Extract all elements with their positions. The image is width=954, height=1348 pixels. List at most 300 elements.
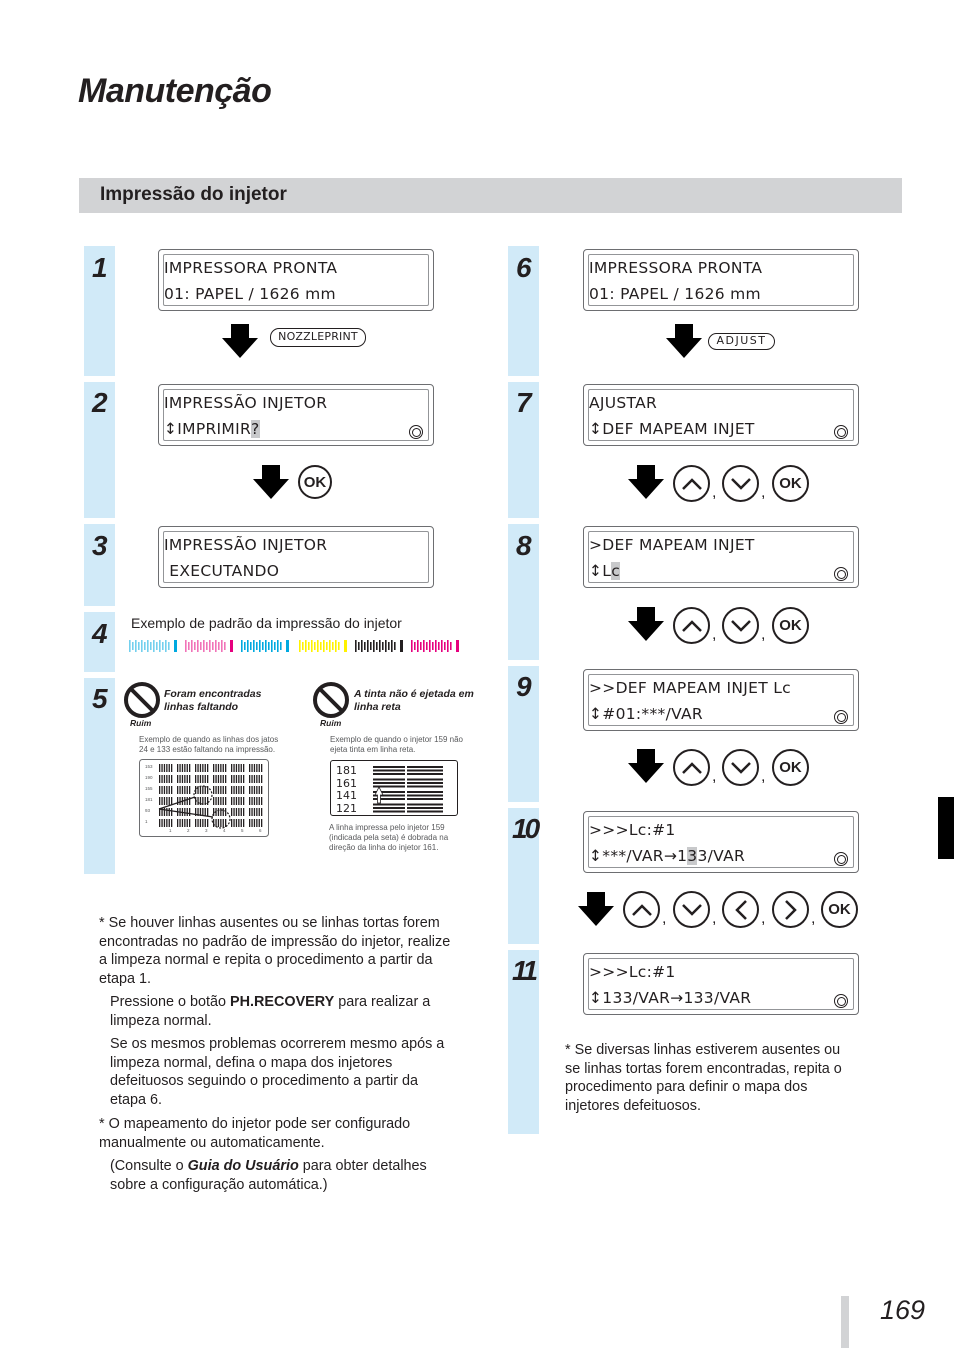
sample-line bbox=[225, 775, 226, 783]
lcd-display bbox=[583, 811, 859, 873]
pattern-line bbox=[385, 640, 387, 652]
sample-line bbox=[261, 797, 262, 805]
pattern-line bbox=[268, 642, 270, 650]
lcd-line-1: IMPRESSORA PRONTA bbox=[589, 259, 763, 277]
pattern-line bbox=[441, 640, 443, 652]
sample-line bbox=[164, 764, 165, 772]
step-number: 5 bbox=[92, 683, 108, 714]
sample-line bbox=[195, 775, 196, 783]
sample-line bbox=[197, 819, 198, 827]
sample-line bbox=[241, 797, 242, 805]
lcd-line-2: ↕133/VAR→133/VAR bbox=[589, 989, 752, 1007]
pattern-line bbox=[370, 642, 372, 650]
pattern-line bbox=[135, 640, 137, 652]
pattern-line bbox=[426, 642, 428, 650]
nozzle-line bbox=[373, 770, 405, 772]
sample-line bbox=[215, 786, 216, 794]
nozzle-line bbox=[407, 786, 443, 788]
sample-line bbox=[202, 819, 203, 827]
sample-line bbox=[223, 764, 224, 772]
sample-line bbox=[223, 808, 224, 816]
sample-line bbox=[159, 819, 160, 827]
sample-line bbox=[241, 808, 242, 816]
sample-line bbox=[249, 819, 250, 827]
sample-line bbox=[223, 797, 224, 805]
sample-line bbox=[187, 786, 188, 794]
pattern-line bbox=[317, 640, 319, 652]
sample-line bbox=[236, 764, 237, 772]
sample-line bbox=[241, 775, 242, 783]
nozzle-line bbox=[407, 770, 443, 772]
ok-button[interactable]: OK bbox=[298, 465, 332, 499]
sample-line bbox=[218, 819, 219, 827]
sample-line bbox=[254, 797, 255, 805]
sample-line bbox=[166, 764, 167, 772]
lcd-line-1: AJUSTAR bbox=[589, 394, 658, 412]
sample-line bbox=[236, 808, 237, 816]
sample-line bbox=[251, 764, 252, 772]
pattern-line bbox=[162, 642, 164, 650]
up-button[interactable] bbox=[673, 607, 710, 644]
comma-separator: , bbox=[811, 910, 816, 927]
pattern-line bbox=[244, 642, 246, 650]
down-button[interactable] bbox=[722, 749, 759, 786]
pattern-line bbox=[138, 642, 140, 650]
pattern-line bbox=[144, 642, 146, 650]
sample-line bbox=[241, 786, 242, 794]
sample-line bbox=[218, 786, 219, 794]
down-button[interactable] bbox=[722, 465, 759, 502]
sample-line bbox=[238, 764, 239, 772]
right-button[interactable] bbox=[772, 891, 809, 928]
sample-line bbox=[254, 819, 255, 827]
sample-line bbox=[187, 819, 188, 827]
axis-label: 4 bbox=[223, 828, 226, 833]
sample-line bbox=[261, 808, 262, 816]
lcd-display bbox=[158, 249, 434, 311]
sample-line bbox=[179, 786, 180, 794]
sample-line bbox=[171, 775, 172, 783]
nozzle-line bbox=[407, 791, 443, 793]
sample-line bbox=[200, 786, 201, 794]
step-number: 8 bbox=[516, 530, 532, 561]
sample-line bbox=[225, 786, 226, 794]
pattern-line bbox=[308, 642, 310, 650]
sample-line bbox=[187, 775, 188, 783]
sample-line bbox=[261, 786, 262, 794]
pattern-line bbox=[221, 640, 223, 652]
pattern-line bbox=[323, 640, 325, 652]
sample-line bbox=[249, 808, 250, 816]
step-number: 3 bbox=[92, 530, 108, 561]
nozzle-line bbox=[373, 782, 405, 784]
sample-line bbox=[213, 819, 214, 827]
pattern-line bbox=[447, 640, 449, 652]
sample-line bbox=[218, 797, 219, 805]
problem-description: Exemplo de quando o injetor 159 não ejeta tinta em linha reta. bbox=[330, 735, 463, 754]
sample-line bbox=[256, 764, 257, 772]
sample-line bbox=[169, 775, 170, 783]
sample-line bbox=[220, 819, 221, 827]
chevron-left-icon bbox=[734, 899, 748, 921]
note-paragraph: * Se houver linhas ausentes ou se linhas tortas forem encontradas no padrão de impressão do injetor, realize a limpeza normal e repita o procedimento a partir da etapa 1. bbox=[99, 915, 451, 987]
lcd-line-1: >>DEF MAPEAM INJET Lc bbox=[589, 679, 791, 697]
pattern-line bbox=[224, 642, 226, 650]
sample-line bbox=[231, 819, 232, 827]
sample-line bbox=[161, 819, 162, 827]
sample-line bbox=[179, 797, 180, 805]
pattern-line bbox=[311, 640, 313, 652]
pattern-line bbox=[271, 640, 273, 652]
sample-line bbox=[161, 786, 162, 794]
pattern-line bbox=[129, 640, 131, 652]
sample-line bbox=[215, 797, 216, 805]
sample-line bbox=[189, 808, 190, 816]
sample-line bbox=[233, 764, 234, 772]
sample-line bbox=[169, 786, 170, 794]
sample-line bbox=[184, 808, 185, 816]
sample-line bbox=[259, 786, 260, 794]
sample-line bbox=[207, 808, 208, 816]
lcd-line-2: ↕L bbox=[589, 562, 612, 580]
step-number: 9 bbox=[516, 671, 532, 702]
note-paragraph: * O mapeamento do injetor pode ser configurado manualmente ou automaticamente. bbox=[99, 1116, 411, 1151]
pattern-line bbox=[314, 642, 316, 650]
down-arrow-icon bbox=[253, 465, 289, 501]
down-button[interactable] bbox=[722, 607, 759, 644]
comma-separator: , bbox=[761, 484, 766, 501]
sample-line bbox=[195, 819, 196, 827]
pattern-line bbox=[335, 640, 337, 652]
up-button[interactable] bbox=[623, 891, 660, 928]
nozzle-line bbox=[373, 804, 405, 806]
down-arrow-icon bbox=[628, 465, 664, 501]
pattern-line bbox=[188, 642, 190, 650]
sample-axis bbox=[140, 764, 154, 834]
sample-line bbox=[169, 797, 170, 805]
step-number: 11 bbox=[512, 955, 536, 986]
comma-separator: , bbox=[761, 768, 766, 785]
up-button[interactable] bbox=[673, 465, 710, 502]
pattern-line bbox=[150, 642, 152, 650]
nozzle-line bbox=[407, 779, 443, 781]
sample-line bbox=[238, 775, 239, 783]
sample-line bbox=[238, 797, 239, 805]
sample-line bbox=[251, 797, 252, 805]
sample-line bbox=[220, 764, 221, 772]
step-number: 1 bbox=[92, 252, 108, 283]
pattern-line bbox=[147, 640, 149, 652]
pattern-line bbox=[302, 642, 304, 650]
sample-caption: A linha impressa pelo injetor 159 (indicada pela seta) é dobrada na direção da linha do injetor 161. bbox=[329, 823, 449, 852]
sample-line bbox=[182, 819, 183, 827]
lcd-line-2-rest: 3/VAR bbox=[697, 847, 746, 865]
sample-line bbox=[218, 808, 219, 816]
pattern-line bbox=[197, 640, 199, 652]
ok-button[interactable]: OK bbox=[772, 607, 809, 644]
sample-line bbox=[259, 764, 260, 772]
down-arrow-icon bbox=[222, 324, 258, 360]
sample-line bbox=[164, 797, 165, 805]
sample-line bbox=[189, 819, 190, 827]
pattern-line bbox=[185, 640, 187, 652]
sample-line bbox=[200, 819, 201, 827]
nozzle-line bbox=[407, 798, 443, 800]
lcd-line-2: EXECUTANDO bbox=[164, 562, 280, 580]
indicator-arrow-icon bbox=[375, 787, 383, 803]
sample-line bbox=[231, 764, 232, 772]
chevron-down-icon bbox=[681, 903, 703, 917]
sample-line bbox=[233, 775, 234, 783]
pattern-line bbox=[432, 642, 434, 650]
sample-line bbox=[161, 775, 162, 783]
ok-button[interactable]: OK bbox=[772, 749, 809, 786]
sample-line bbox=[251, 786, 252, 794]
page-title: Manutenção bbox=[78, 72, 272, 110]
step-number: 10 bbox=[512, 813, 538, 844]
sample-line bbox=[164, 786, 165, 794]
sample-line bbox=[177, 786, 178, 794]
pattern-line bbox=[215, 640, 217, 652]
sample-line bbox=[225, 797, 226, 805]
sample-line bbox=[177, 764, 178, 772]
nozzle-line bbox=[373, 786, 405, 788]
pattern-line bbox=[194, 642, 196, 650]
chevron-down-icon bbox=[730, 619, 752, 633]
pattern-line bbox=[438, 642, 440, 650]
nozzle-pattern-strip bbox=[129, 639, 467, 655]
nozzle-line bbox=[373, 811, 405, 813]
pattern-line bbox=[168, 642, 170, 650]
chapter-tab bbox=[938, 797, 954, 859]
sample-line bbox=[251, 808, 252, 816]
pattern-line bbox=[241, 640, 243, 652]
step-number: 7 bbox=[516, 387, 532, 418]
sample-line bbox=[166, 819, 167, 827]
down-button[interactable] bbox=[673, 891, 710, 928]
sample-line bbox=[171, 786, 172, 794]
pattern-line bbox=[259, 640, 261, 652]
sample-line bbox=[233, 797, 234, 805]
sample-line bbox=[166, 797, 167, 805]
sample-line bbox=[215, 764, 216, 772]
sample-line bbox=[243, 819, 244, 827]
sample-line bbox=[187, 797, 188, 805]
sample-line bbox=[220, 797, 221, 805]
lcd-line-1: IMPRESSÃO INJETOR bbox=[164, 394, 328, 412]
sample-line bbox=[259, 808, 260, 816]
pattern-line bbox=[329, 640, 331, 652]
pattern-line bbox=[388, 642, 390, 650]
pattern-line bbox=[420, 642, 422, 650]
nozzle-line bbox=[373, 779, 405, 781]
sample-line bbox=[166, 808, 167, 816]
up-button[interactable] bbox=[673, 749, 710, 786]
problem-description: Exemplo de quando as linhas dos jatos 24 e 133 estão faltando na impressão. bbox=[139, 735, 279, 754]
axis-label: 3 bbox=[205, 828, 208, 833]
sample-line bbox=[225, 764, 226, 772]
lcd-line-2: ↕IMPRIMIR bbox=[164, 420, 252, 438]
axis-label: 155 bbox=[145, 786, 153, 791]
sample-line bbox=[177, 775, 178, 783]
sample-line bbox=[161, 797, 162, 805]
nozzle-line bbox=[407, 782, 443, 784]
pattern-line bbox=[277, 640, 279, 652]
pattern-line bbox=[411, 640, 413, 652]
axis-label: 93 bbox=[145, 808, 151, 813]
sample-line bbox=[213, 764, 214, 772]
sample-line bbox=[179, 775, 180, 783]
axis-label: 153 bbox=[145, 764, 153, 769]
sample-line bbox=[236, 786, 237, 794]
nozzle-line bbox=[373, 766, 405, 768]
sample-line bbox=[259, 797, 260, 805]
sample-line bbox=[184, 786, 185, 794]
pattern-line bbox=[382, 642, 384, 650]
sample-line bbox=[243, 764, 244, 772]
nozzleprint-button[interactable]: NOZZLEPRINT bbox=[270, 328, 366, 347]
lcd-enter-icon bbox=[834, 994, 848, 1008]
left-button[interactable] bbox=[722, 891, 759, 928]
pattern-caption: Exemplo de padrão da impressão do injetor bbox=[131, 615, 402, 631]
pattern-line bbox=[355, 640, 357, 652]
sample-line bbox=[259, 819, 260, 827]
comma-separator: , bbox=[712, 768, 717, 785]
sample-line bbox=[213, 786, 214, 794]
sample-line bbox=[171, 797, 172, 805]
pattern-line bbox=[132, 642, 134, 650]
sample-line bbox=[205, 786, 206, 794]
nozzle-number: 141 bbox=[336, 789, 357, 802]
pattern-line bbox=[305, 640, 307, 652]
note-paragraph: Se os mesmos problemas ocorrerem mesmo após a limpeza normal, defina o mapa dos injetores defeituosos seguindo o procedimento a partir da etapa 6. bbox=[110, 1036, 445, 1108]
sample-line bbox=[233, 786, 234, 794]
sample-line bbox=[213, 775, 214, 783]
pattern-line bbox=[191, 640, 193, 652]
sample-line bbox=[256, 775, 257, 783]
sample-line bbox=[213, 797, 214, 805]
sample-line bbox=[159, 775, 160, 783]
pattern-block bbox=[174, 640, 177, 652]
sample-line bbox=[200, 764, 201, 772]
sample-line bbox=[166, 775, 167, 783]
sample-line bbox=[182, 764, 183, 772]
sample-line bbox=[241, 819, 242, 827]
pattern-line bbox=[414, 642, 416, 650]
ok-button[interactable]: OK bbox=[821, 891, 858, 928]
sample-line bbox=[238, 808, 239, 816]
sample-line bbox=[207, 764, 208, 772]
section-title: Impressão do injetor bbox=[100, 184, 287, 205]
sample-line bbox=[243, 797, 244, 805]
lcd-enter-icon bbox=[834, 710, 848, 724]
down-arrow-icon bbox=[666, 324, 702, 360]
pattern-block bbox=[230, 640, 233, 652]
pattern-line bbox=[299, 640, 301, 652]
lcd-line-1: IMPRESSORA PRONTA bbox=[164, 259, 338, 277]
sample-line bbox=[169, 819, 170, 827]
note-paragraph: Pressione o botão PH.RECOVERY para realizar a limpeza normal. bbox=[110, 994, 431, 1029]
sample-line bbox=[197, 797, 198, 805]
sample-line bbox=[202, 775, 203, 783]
pattern-line bbox=[209, 640, 211, 652]
pattern-line bbox=[444, 642, 446, 650]
page-number: 169 bbox=[880, 1295, 926, 1325]
axis-label: 5 bbox=[241, 828, 244, 833]
lcd-cursor: 3 bbox=[687, 847, 698, 865]
pattern-line bbox=[274, 642, 276, 650]
nozzle-line bbox=[373, 773, 405, 775]
pattern-line bbox=[200, 642, 202, 650]
problem-title: A tinta não é ejetada em linha reta bbox=[354, 688, 474, 713]
step-number: 6 bbox=[516, 252, 532, 283]
chevron-up-icon bbox=[681, 619, 703, 633]
prohibited-icon bbox=[312, 681, 350, 719]
sample-line bbox=[254, 775, 255, 783]
sample-line bbox=[259, 775, 260, 783]
pattern-line bbox=[429, 640, 431, 652]
pattern-line bbox=[361, 640, 363, 652]
ok-button[interactable]: OK bbox=[772, 465, 809, 502]
sample-line bbox=[254, 786, 255, 794]
lcd-line-2: ↕#01:***/VAR bbox=[589, 705, 703, 723]
pattern-line bbox=[435, 640, 437, 652]
lcd-cursor: ? bbox=[251, 420, 260, 438]
sample-line bbox=[241, 764, 242, 772]
missing-lines-sample bbox=[139, 759, 269, 837]
pattern-line bbox=[391, 640, 393, 652]
sample-line bbox=[236, 775, 237, 783]
comma-separator: , bbox=[662, 910, 667, 927]
lcd-enter-icon bbox=[834, 425, 848, 439]
pattern-block bbox=[456, 640, 459, 652]
pattern-line bbox=[423, 640, 425, 652]
sample-line bbox=[251, 775, 252, 783]
sample-line bbox=[177, 797, 178, 805]
nozzle-line bbox=[407, 807, 443, 809]
axis-label: 1 bbox=[145, 819, 148, 824]
problem-title: Foram encontradas linhas faltando bbox=[164, 688, 262, 713]
lcd-display bbox=[583, 526, 859, 588]
comma-separator: , bbox=[712, 910, 717, 927]
sample-line bbox=[215, 819, 216, 827]
pattern-line bbox=[165, 640, 167, 652]
pattern-line bbox=[156, 642, 158, 650]
nozzle-number: 181 bbox=[336, 764, 357, 777]
bad-label: Ruim bbox=[320, 718, 342, 728]
sample-line bbox=[202, 808, 203, 816]
axis-label: 181 bbox=[145, 797, 153, 802]
prohibited-icon bbox=[123, 681, 161, 719]
pattern-line bbox=[367, 640, 369, 652]
sample-line bbox=[243, 808, 244, 816]
pattern-line bbox=[450, 642, 452, 650]
adjust-button[interactable]: ADJUST bbox=[708, 333, 775, 350]
pattern-line bbox=[153, 640, 155, 652]
comma-separator: , bbox=[761, 626, 766, 643]
sample-line bbox=[169, 808, 170, 816]
pattern-line bbox=[358, 642, 360, 650]
sample-line bbox=[205, 819, 206, 827]
sample-line bbox=[169, 764, 170, 772]
pattern-line bbox=[376, 642, 378, 650]
sample-line bbox=[171, 808, 172, 816]
down-arrow-icon bbox=[628, 749, 664, 785]
step-number: 2 bbox=[92, 387, 108, 418]
sample-line bbox=[197, 764, 198, 772]
pattern-line bbox=[212, 642, 214, 650]
sample-line bbox=[231, 808, 232, 816]
